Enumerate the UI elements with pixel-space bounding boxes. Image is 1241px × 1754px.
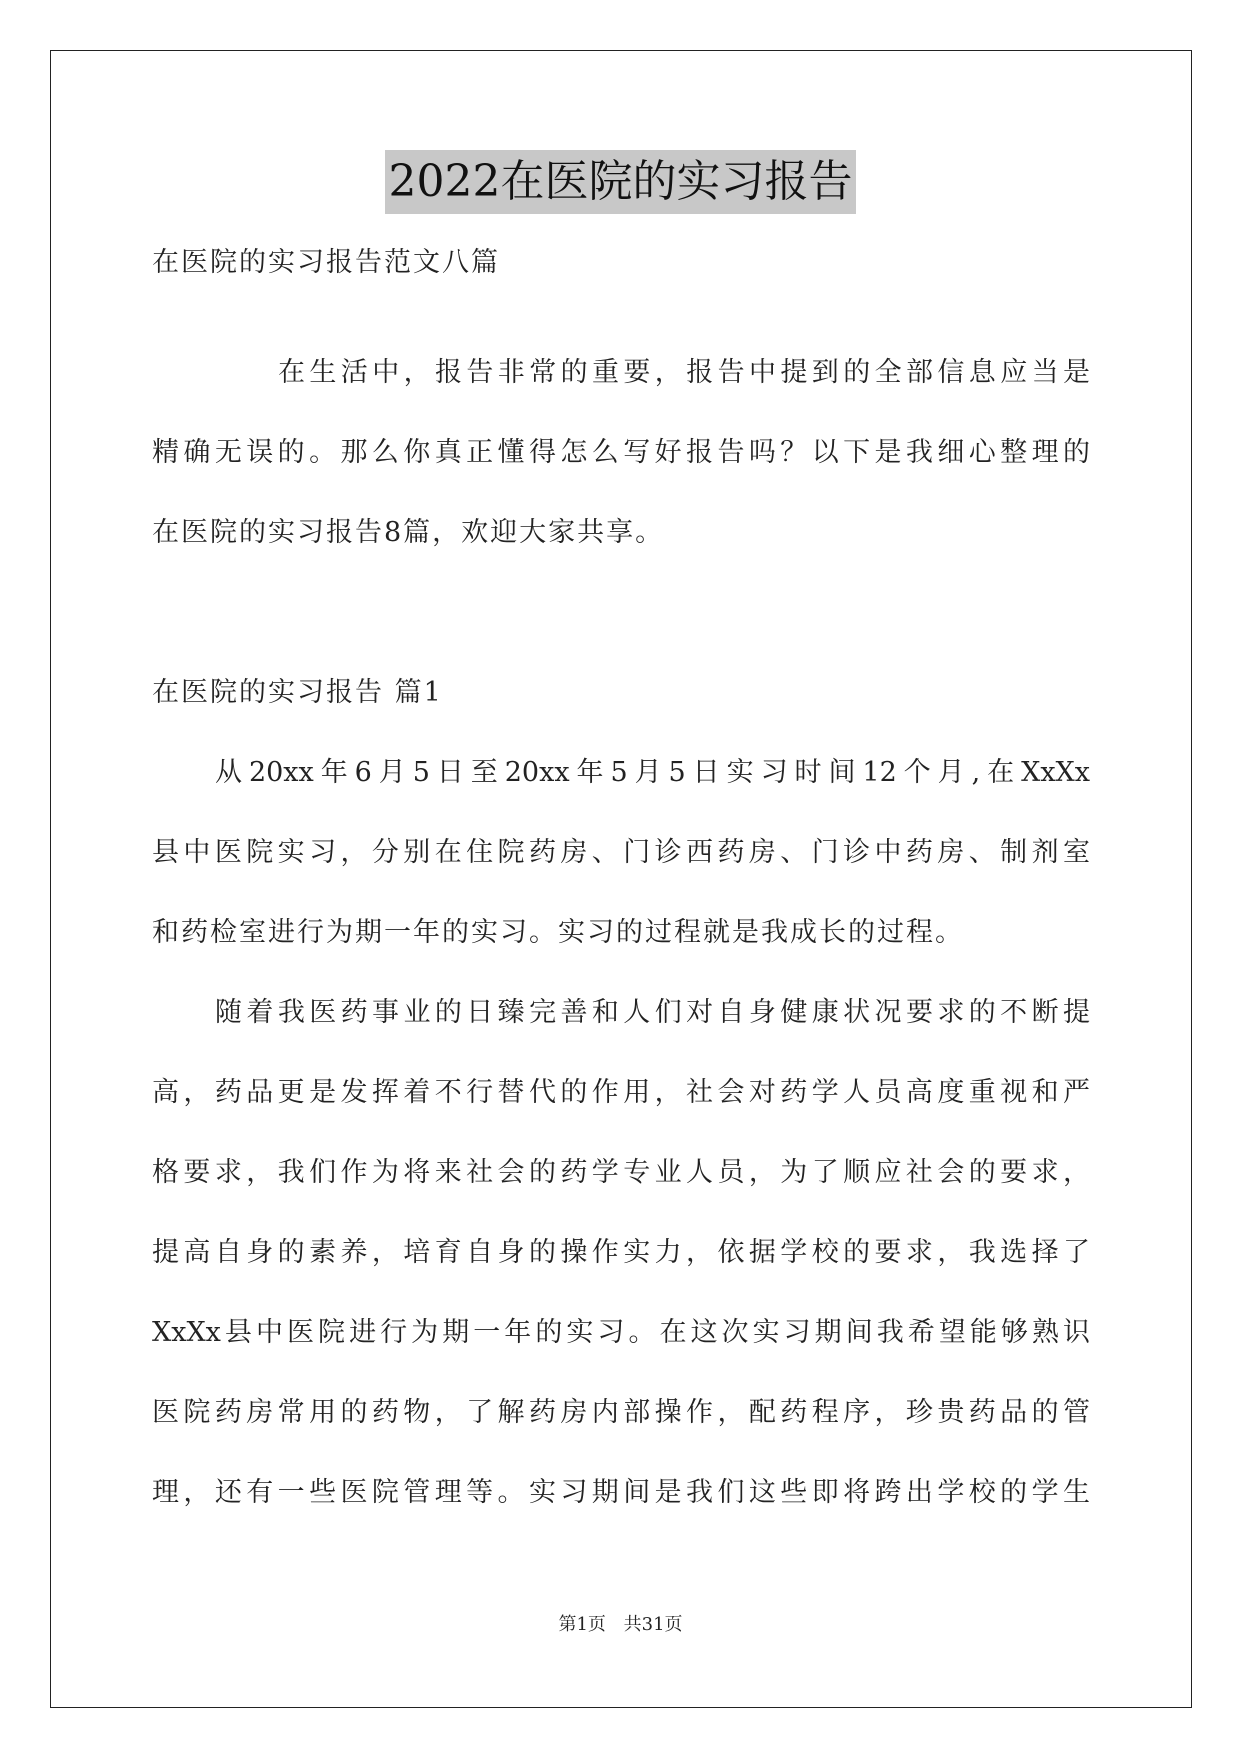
- intro-line-3: 在医院的实习报告8篇，欢迎大家共享。: [152, 517, 665, 548]
- intro-line-2: 精确无误的。那么你真正懂得怎么写好报告吗？以下是我细心整理的: [152, 437, 1090, 468]
- page-footer: [0, 1610, 1241, 1636]
- para1-line-1: 从20xx年6月5日至20xx年5月5日实习时间12个月,在XxXx: [215, 757, 1090, 788]
- title-container: [0, 150, 1241, 214]
- para2-line-3: 格要求，我们作为将来社会的药学专业人员，为了顺应社会的要求，: [152, 1157, 1090, 1188]
- page-total: 共31页: [623, 1614, 683, 1635]
- page-border: [50, 50, 1192, 1708]
- document-title: 2022在医院的实习报告: [385, 150, 857, 214]
- para2-line-7: 理，还有一些医院管理等。实习期间是我们这些即将跨出学校的学生: [152, 1477, 1090, 1508]
- para2-line-1: 随着我医药事业的日臻完善和人们对自身健康状况要求的不断提: [215, 997, 1090, 1028]
- para2-line-6: 医院药房常用的药物，了解药房内部操作，配药程序，珍贵药品的管: [152, 1397, 1090, 1428]
- page-number: 第1页: [558, 1614, 606, 1635]
- section-heading: 在医院的实习报告 篇1: [152, 677, 443, 708]
- para1-line-3: 和药检室进行为期一年的实习。实习的过程就是我成长的过程。: [152, 917, 964, 948]
- para1-line-2: 县中医院实习，分别在住院药房、门诊西药房、门诊中药房、制剂室: [152, 837, 1090, 868]
- para2-line-2: 高，药品更是发挥着不行替代的作用，社会对药学人员高度重视和严: [152, 1077, 1090, 1108]
- para2-line-5: XxXx县中医院进行为期一年的实习。在这次实习期间我希望能够熟识: [152, 1317, 1090, 1348]
- para2-line-4: 提高自身的素养，培育自身的操作实力，依据学校的要求，我选择了: [152, 1237, 1090, 1268]
- document-subtitle: 在医院的实习报告范文八篇: [152, 247, 500, 278]
- intro-line-1: 在生活中，报告非常的重要，报告中提到的全部信息应当是: [278, 357, 1090, 388]
